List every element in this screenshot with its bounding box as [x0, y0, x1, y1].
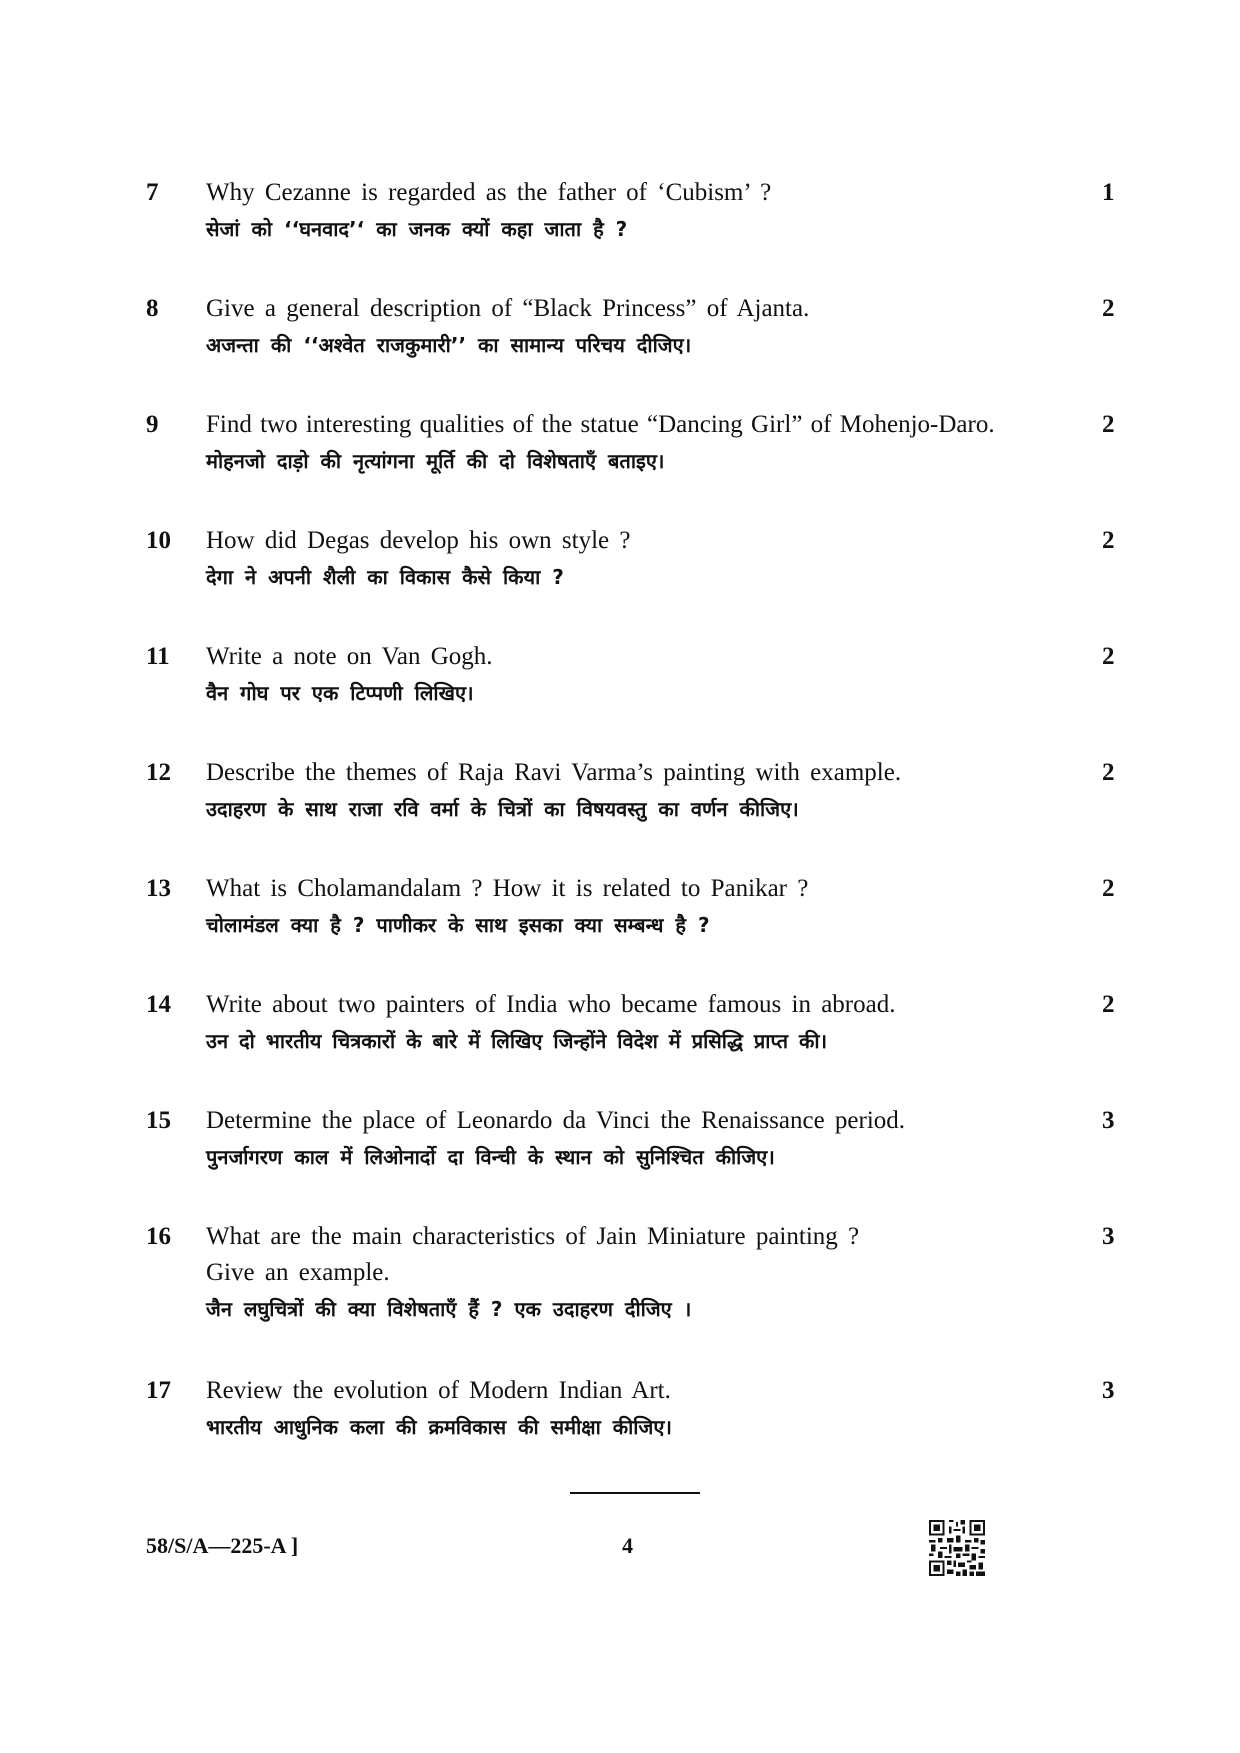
question-english: Determine the place of Leonardo da Vinci the Renaissance period. [206, 1107, 906, 1134]
question-number: 15 [146, 1107, 171, 1134]
question-marks: 3 [1102, 1107, 1115, 1134]
question-number: 16 [146, 1223, 171, 1250]
question-text [206, 871, 1086, 943]
question-number: 14 [146, 991, 171, 1018]
question-text [206, 987, 1086, 1059]
question-hindi: अजन्ता की ‘‘अश्वेत राजकुमारी’’ का सामान्य परिचय दीजिए। [206, 333, 692, 357]
question-marks: 2 [1102, 527, 1115, 554]
question-hindi: मोहनजो दाड़ो की नृत्यांगना मूर्ति की दो विशेषताएँ बताइए। [206, 449, 665, 473]
question-marks: 2 [1102, 295, 1115, 322]
question-text [206, 1373, 1086, 1445]
question-marks: 2 [1102, 991, 1115, 1018]
paper-code: 58/S/A—225-A ] [146, 1533, 299, 1558]
question-marks: 2 [1102, 759, 1115, 786]
question-english: What are the main characteristics of Jain Miniature painting ? [206, 1223, 860, 1250]
question-number: 12 [146, 759, 171, 786]
question-english: Why Cezanne is regarded as the father of ‘Cubism’ ? [206, 179, 772, 206]
question-hindi: भारतीय आधुनिक कला की क्रमविकास की समीक्षा कीजिए। [206, 1415, 672, 1439]
question-english: Write about two painters of India who became famous in abroad. [206, 991, 896, 1018]
question-marks: 2 [1102, 411, 1115, 438]
qr-code-icon [929, 1520, 985, 1576]
question-text [206, 1219, 1086, 1327]
question-english: Give a general description of “Black Princess” of Ajanta. [206, 295, 810, 322]
question-english: How did Degas develop his own style ? [206, 527, 631, 554]
page-number: 4 [622, 1533, 633, 1558]
question-text [206, 175, 1086, 247]
question-number: 9 [146, 411, 159, 438]
question-english: Review the evolution of Modern Indian Art. [206, 1377, 671, 1404]
question-number: 7 [146, 179, 159, 206]
question-text [206, 1103, 1086, 1175]
question-hindi: उदाहरण के साथ राजा रवि वर्मा के चित्रों का विषयवस्तु का वर्णन कीजिए। [206, 797, 799, 821]
question-marks: 2 [1102, 643, 1115, 670]
question-marks: 3 [1102, 1223, 1115, 1250]
question-marks: 2 [1102, 875, 1115, 902]
question-english: What is Cholamandalam ? How it is related to Panikar ? [206, 875, 809, 902]
question-hindi: सेजां को ‘‘घनवाद’‘ का जनक क्यों कहा जाता है ? [206, 217, 628, 241]
question-english-continued: Give an example. [206, 1259, 390, 1286]
question-hindi: पुनर्जागरण काल में लिओनार्दो दा विन्ची के स्थान को सुनिश्चित कीजिए। [206, 1145, 775, 1169]
question-english: Describe the themes of Raja Ravi Varma’s painting with example. [206, 759, 902, 786]
question-hindi: देगा ने अपनी शैली का विकास कैसे किया ? [206, 565, 564, 589]
question-marks: 3 [1102, 1377, 1115, 1404]
end-of-page-rule [570, 1492, 700, 1494]
question-english: Write a note on Van Gogh. [206, 643, 493, 670]
question-text [206, 755, 1086, 827]
question-text [206, 407, 1086, 479]
question-text [206, 291, 1086, 363]
question-hindi: जैन लघुचित्रों की क्या विशेषताएँ हैं ? एक उदाहरण दीजिए । [206, 1297, 692, 1321]
question-hindi: चोलामंडल क्या है ? पाणीकर के साथ इसका क्या सम्बन्ध है ? [206, 913, 710, 937]
question-hindi: उन दो भारतीय चित्रकारों के बारे में लिखिए जिन्होंने विदेश में प्रसिद्धि प्राप्त की। [206, 1029, 828, 1053]
question-number: 13 [146, 875, 171, 902]
question-hindi: वैन गोघ पर एक टिप्पणी लिखिए। [206, 681, 474, 705]
question-text [206, 639, 1086, 711]
question-marks: 1 [1102, 179, 1115, 206]
question-number: 10 [146, 527, 171, 554]
question-number: 11 [146, 643, 170, 670]
question-number: 17 [146, 1377, 171, 1404]
question-number: 8 [146, 295, 159, 322]
question-text [206, 523, 1086, 595]
question-english: Find two interesting qualities of the statue “Dancing Girl” of Mohenjo-Daro. [206, 411, 995, 438]
